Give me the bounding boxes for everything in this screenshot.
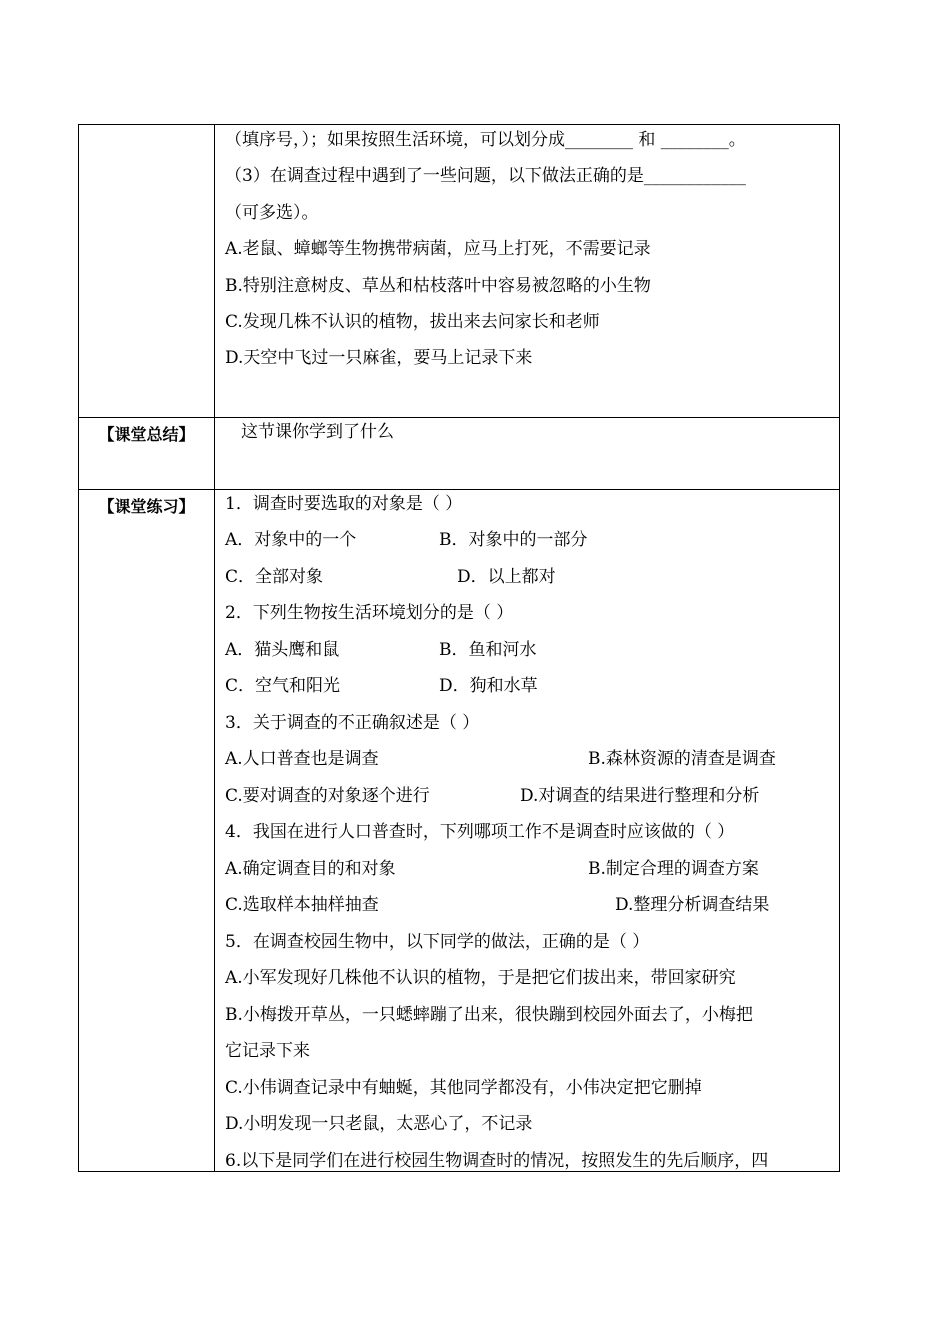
q3-option-a: A.人口普查也是调查 <box>225 749 379 769</box>
row-divider <box>79 417 839 418</box>
q1-options-row1 <box>225 529 588 551</box>
q5-option-b-line1: B.小梅拨开草丛，一只蟋蟀蹦了出来，很快蹦到校园外面去了，小梅把 <box>225 1005 753 1025</box>
q5: 5．在调查校园生物中，以下同学的做法，正确的是（ ） <box>225 932 650 952</box>
column-divider <box>214 125 215 1171</box>
cont-line-1: （填序号，）；如果按照生活环境，可以划分成________ 和 ________。 <box>225 130 746 150</box>
q2-options-row1 <box>225 639 537 661</box>
q1-option-c: C．全部对象 <box>225 567 324 587</box>
q2-option-a: A．猫头鹰和鼠 <box>225 640 340 660</box>
q3: 3．关于调查的不正确叙述是（ ） <box>225 713 480 733</box>
q4-options-row1 <box>225 858 759 880</box>
q1: 1．调查时要选取的对象是（ ） <box>225 494 463 514</box>
q5-option-c: C.小伟调查记录中有蚰蜒，其他同学都没有，小伟决定把它删掉 <box>225 1078 702 1098</box>
q1-options-row2 <box>225 566 556 588</box>
q4-option-d: D.整理分析调查结果 <box>615 895 770 915</box>
q5-option-a: A.小军发现好几株他不认识的植物，于是把它们拔出来，带回家研究 <box>225 968 736 988</box>
worksheet-table <box>78 124 840 1172</box>
q2-option-c: C．空气和阳光 <box>225 676 341 696</box>
q2-options-row2 <box>225 675 538 697</box>
q1-option-b: B．对象中的一部分 <box>439 530 588 550</box>
q4-options-row2 <box>225 894 770 916</box>
q4: 4．我国在进行人口普查时，下列哪项工作不是调查时应该做的（ ） <box>225 822 735 842</box>
q3-option-c: C.要对调查的对象逐个进行 <box>225 786 430 806</box>
cont-option-a: A.老鼠、蟑螂等生物携带病菌，应马上打死，不需要记录 <box>225 239 651 259</box>
q4-option-b: B.制定合理的调查方案 <box>588 859 759 879</box>
cont-option-c: C.发现几株不认识的植物，拔出来去问家长和老师 <box>225 312 600 332</box>
q3-option-d: D.对调查的结果进行整理和分析 <box>520 786 760 806</box>
q1-option-a: A．对象中的一个 <box>225 530 357 550</box>
cont-option-d: D.天空中飞过一只麻雀，要马上记录下来 <box>225 348 533 368</box>
q3-options-row1 <box>225 748 776 770</box>
q2-option-d: D．狗和水草 <box>439 676 538 696</box>
summary-text: 这节课你学到了什么 <box>241 422 394 442</box>
cont-line-2: （3）在调查过程中遇到了一些问题，以下做法正确的是____________ <box>225 166 746 186</box>
q4-option-c: C.选取样本抽样抽查 <box>225 895 379 915</box>
q3-options-row2 <box>225 785 760 807</box>
cont-option-b: B.特别注意树皮、草丛和枯枝落叶中容易被忽略的小生物 <box>225 276 651 296</box>
practice-label: 【课堂练习】 <box>98 497 195 516</box>
q5-option-b-line2: 它记录下来 <box>225 1041 310 1061</box>
q1-option-d: D．以上都对 <box>457 567 556 587</box>
q4-option-a: A.确定调查目的和对象 <box>225 859 396 879</box>
summary-label: 【课堂总结】 <box>98 425 195 444</box>
q5-option-d: D.小明发现一只老鼠，太恶心了，不记录 <box>225 1114 533 1134</box>
q3-option-b: B.森林资源的清查是调查 <box>588 749 776 769</box>
q6: 6.以下是同学们在进行校园生物调查时的情况，按照发生的先后顺序，四 <box>225 1151 769 1171</box>
q2-option-b: B．鱼和河水 <box>439 640 537 660</box>
row-divider <box>79 489 839 490</box>
q2: 2．下列生物按生活环境划分的是（ ） <box>225 603 514 623</box>
cont-line-3: （可多选）。 <box>225 203 319 223</box>
